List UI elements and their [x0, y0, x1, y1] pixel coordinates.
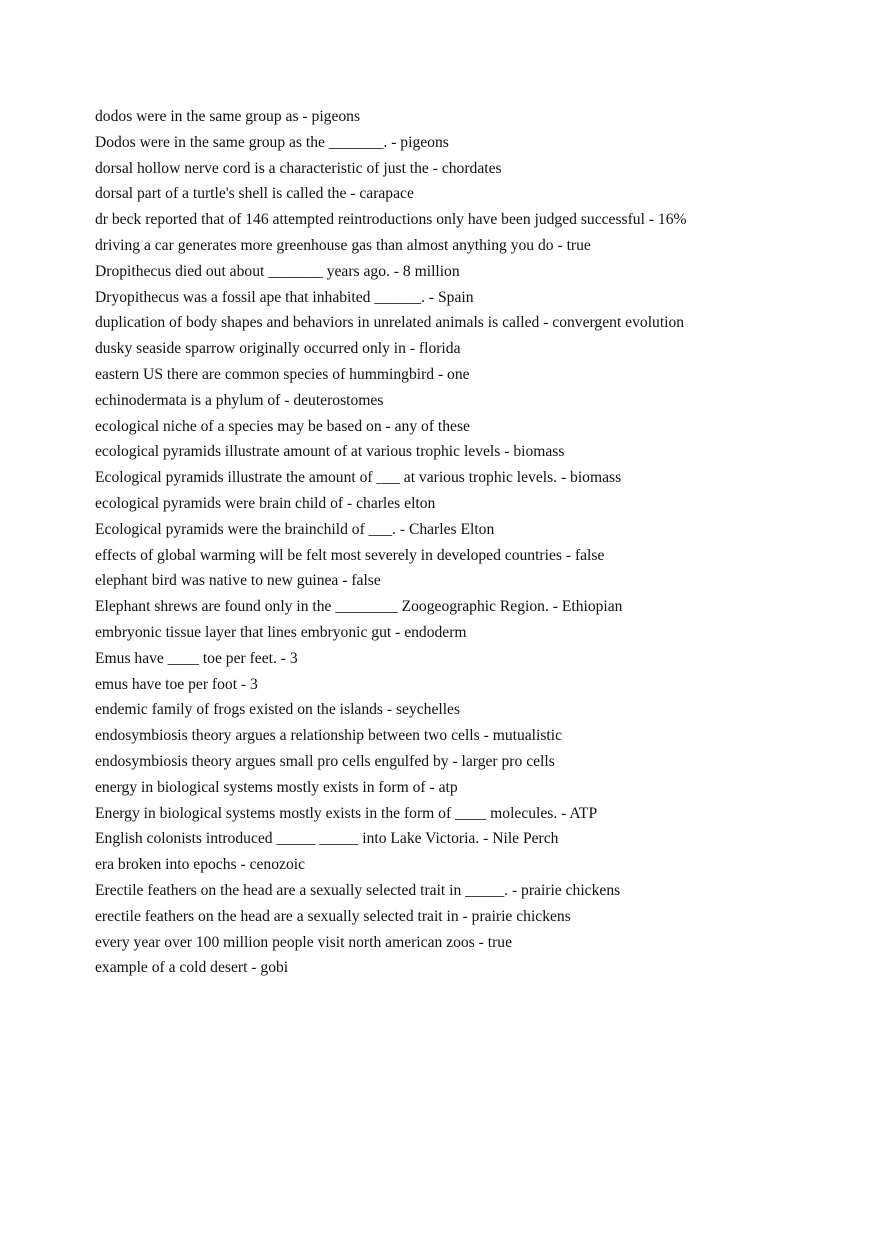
note-line: endosymbiosis theory argues a relationship between two cells - mutualistic [95, 727, 562, 745]
note-line: eastern US there are common species of hummingbird - one [95, 365, 470, 383]
note-line: ecological pyramids illustrate amount of at various trophic levels - biomass [95, 443, 565, 461]
note-line: endosymbiosis theory argues small pro cells engulfed by - larger pro cells [95, 752, 555, 770]
note-line: driving a car generates more greenhouse gas than almost anything you do - true [95, 236, 591, 254]
note-line: energy in biological systems mostly exists in form of - atp [95, 778, 458, 796]
note-line: dorsal hollow nerve cord is a characteristic of just the - chordates [95, 159, 502, 177]
note-line: endemic family of frogs existed on the islands - seychelles [95, 701, 461, 719]
note-line: elephant bird was native to new guinea - false [95, 572, 381, 590]
note-line: ecological niche of a species may be based on - any of these [95, 417, 470, 435]
study-notes-list [95, 107, 720, 984]
note-line: Energy in biological systems mostly exists in the form of ____ molecules. - ATP [95, 804, 598, 822]
note-line: Dryopithecus was a fossil ape that inhabited ______. - Spain [95, 288, 474, 306]
note-line: Ecological pyramids were the brainchild of ___. - Charles Elton [95, 520, 495, 538]
note-line: English colonists introduced _____ _____ into Lake Victoria. - Nile Perch [95, 830, 559, 848]
note-line: dorsal part of a turtle's shell is called the - carapace [95, 185, 414, 203]
note-line: Emus have ____ toe per feet. - 3 [95, 649, 298, 667]
note-line: Ecological pyramids illustrate the amount of ___ at various trophic levels. - biomass [95, 469, 622, 487]
note-line: effects of global warming will be felt most severely in developed countries - false [95, 546, 605, 564]
note-line: ecological pyramids were brain child of - charles elton [95, 494, 436, 512]
note-line: Elephant shrews are found only in the ________ Zoogeographic Region. - Ethiopian [95, 598, 623, 616]
note-line: era broken into epochs - cenozoic [95, 856, 305, 874]
note-line: Erectile feathers on the head are a sexually selected trait in _____. - prairie chickens [95, 881, 621, 899]
note-line: dusky seaside sparrow originally occurred only in - florida [95, 340, 461, 358]
note-line: dr beck reported that of 146 attempted reintroductions only have been judged successful - 16% [95, 211, 687, 229]
note-line: every year over 100 million people visit north american zoos - true [95, 933, 512, 951]
note-line: embryonic tissue layer that lines embryonic gut - endoderm [95, 623, 467, 641]
note-line: echinodermata is a phylum of - deuterostomes [95, 391, 384, 409]
note-line: Dodos were in the same group as the _______. - pigeons [95, 133, 449, 151]
note-line: duplication of body shapes and behaviors in unrelated animals is called - convergent evolution [95, 314, 685, 332]
note-line: dodos were in the same group as - pigeons [95, 108, 361, 125]
note-line: erectile feathers on the head are a sexually selected trait in - prairie chickens [95, 907, 571, 925]
note-line: example of a cold desert - gobi [95, 959, 289, 977]
note-line: emus have toe per foot - 3 [95, 675, 258, 693]
note-line: Dropithecus died out about _______ years ago. - 8 million [95, 262, 460, 280]
